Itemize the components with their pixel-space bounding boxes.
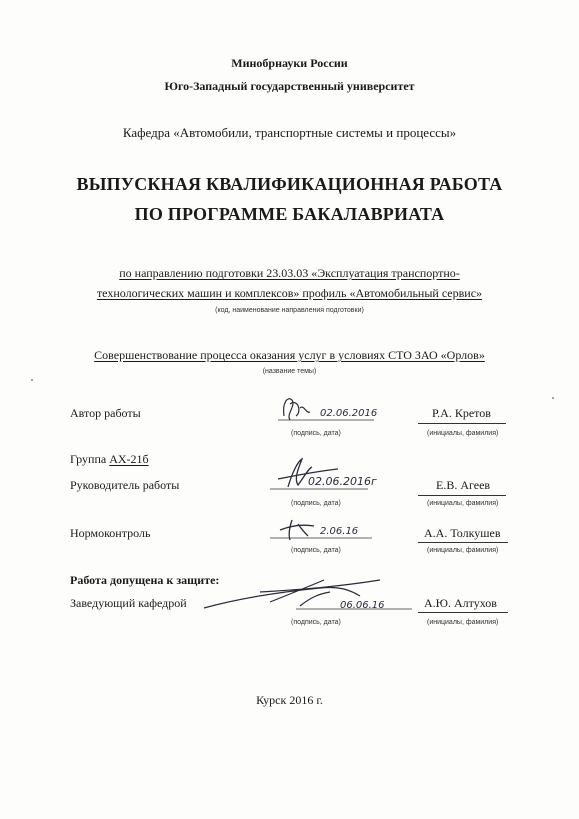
scan-speck (552, 397, 554, 399)
normcontrol-signature (268, 512, 388, 544)
author-name: Р.А. Кретов (432, 406, 491, 420)
work-title-line1: ВЫПУСКНАЯ КВАЛИФИКАЦИОННАЯ РАБОТА (76, 174, 503, 194)
author-signature-caption: (подпись, дата) (291, 430, 341, 437)
head-signature-caption: (подпись, дата) (291, 619, 341, 626)
normcontrol-name-caption: (инициалы, фамилия) (427, 547, 499, 554)
head-name: А.Ю. Алтухов (424, 596, 497, 610)
head-handwritten-date: 06.06.16 (340, 600, 385, 611)
normcontrol-signature-caption: (подпись, дата) (291, 547, 341, 554)
topic-text: Совершенствование процесса оказания услуг в условиях СТО ЗАО «Орлов» (94, 348, 485, 362)
supervisor-signature (268, 455, 398, 495)
normcontrol-name: А.А. Толкушев (424, 526, 501, 540)
group-label-text: Группа (70, 452, 107, 466)
group-label (70, 452, 149, 467)
head-name-underline (418, 612, 508, 613)
normcontrol-handwritten-date: 2.06.16 (320, 526, 359, 537)
ministry-name: Минобрнауки России (231, 56, 348, 70)
head-name-caption: (инициалы, фамилия) (427, 619, 499, 626)
author-label: Автор работы (70, 406, 141, 420)
supervisor-name-underline (418, 495, 506, 496)
normcontrol-name-underline (418, 542, 508, 543)
author-name-caption: (инициалы, фамилия) (427, 430, 499, 437)
author-signature (270, 394, 380, 426)
normcontrol-label: Нормоконтроль (70, 526, 151, 540)
supervisor-signature-caption: (подпись, дата) (291, 500, 341, 507)
direction-line1: по направлению подготовки 23.03.03 «Эксплуатация транспортно- (119, 266, 460, 280)
head-signature (200, 572, 420, 616)
university-name: Юго-Западный государственный университет (164, 79, 415, 93)
direction-caption: (код, наименование направления подготовки) (215, 307, 364, 314)
supervisor-label: Руководитель работы (70, 478, 180, 492)
topic-caption: (название темы) (262, 368, 317, 375)
direction-line2: технологических машин и комплексов» профиль «Автомобильный сервис» (96, 286, 483, 300)
group-value: АХ-21б (109, 452, 149, 466)
department-name: Кафедра «Автомобили, транспортные системы и процессы» (122, 125, 457, 140)
work-title-line2: ПО ПРОГРАММЕ БАКАЛАВРИАТА (134, 204, 445, 224)
head-label: Заведующий кафедрой (70, 596, 187, 610)
admitted-label: Работа допущена к защите: (70, 573, 220, 587)
city-year: Курск 2016 г. (256, 693, 323, 707)
author-name-underline (418, 423, 506, 424)
supervisor-name: Е.В. Агеев (436, 478, 491, 492)
author-handwritten-date: 02.06.2016 (320, 408, 378, 419)
scan-speck (31, 379, 33, 381)
supervisor-handwritten-date: 02.06.2016г (308, 475, 377, 488)
supervisor-name-caption: (инициалы, фамилия) (427, 500, 499, 507)
